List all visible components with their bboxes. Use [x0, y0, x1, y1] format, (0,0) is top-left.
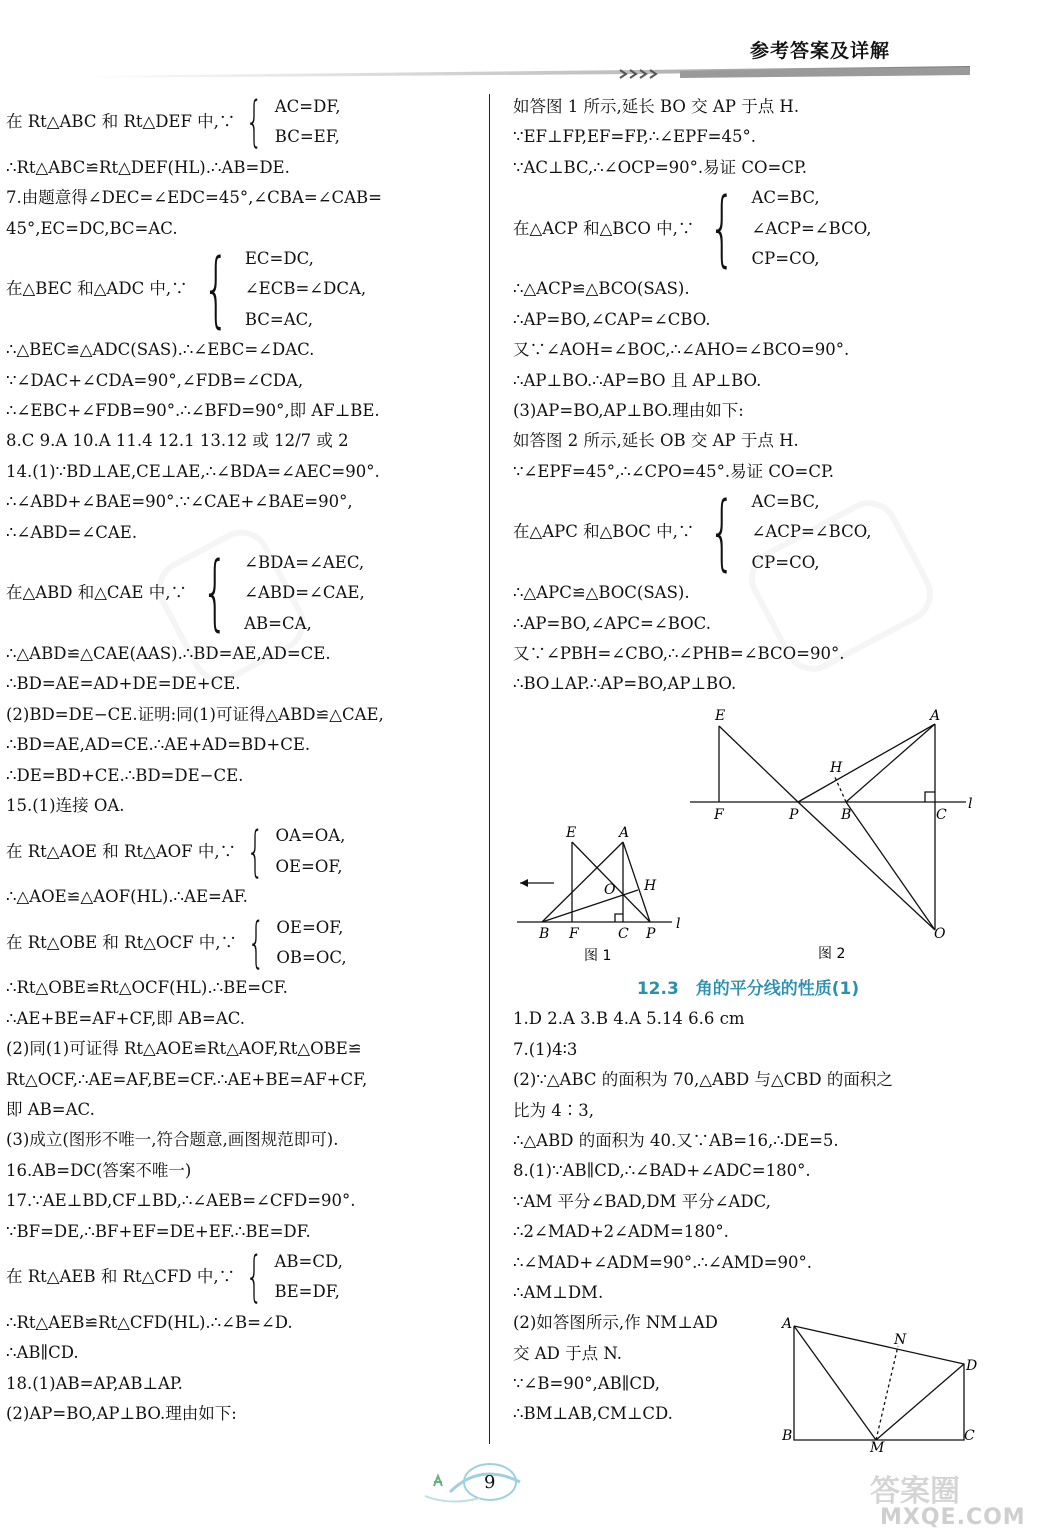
- equation-system: [513, 484, 983, 580]
- footer-ornament: [420, 1452, 540, 1512]
- text-line: ∴Rt△OBE≌Rt△OCF(HL).∴BE=CF.: [6, 978, 288, 998]
- text-line: 如答图 2 所示,延长 OB 交 AP 于点 H.: [513, 431, 799, 451]
- text-line: 45°,EC=DC,BC=AC.: [6, 218, 178, 238]
- fig1-label-F: F: [569, 926, 579, 942]
- fig2-label-C: C: [936, 807, 947, 823]
- text-line: ∴△ACP≌△BCO(SAS).: [513, 279, 690, 299]
- system-row: CP=CO,: [751, 248, 820, 268]
- system-row: ∠ECB=∠DCA,: [244, 279, 367, 299]
- text-line: ∴2∠MAD+2∠ADM=180°.: [513, 1222, 729, 1242]
- system-row: BC=EF,: [274, 127, 340, 147]
- fig1-label-B: B: [539, 926, 550, 942]
- system-row: OA=OA,: [275, 826, 346, 846]
- system-row: OB=OC,: [276, 948, 347, 967]
- text-line: ∴△AOE≌△AOF(HL).∴AE=AF.: [6, 887, 248, 907]
- fig3-label-D: D: [966, 1358, 978, 1374]
- text-line: ∴△BEC≌△ADC(SAS).∴∠EBC=∠DAC.: [6, 340, 315, 360]
- text-line: 8.C 9.A 10.A 11.4 12.1 13.12 或 12/7 或 2: [6, 431, 349, 451]
- system-row: AB=CD,: [274, 1251, 343, 1271]
- brace-glyph: {: [202, 545, 229, 641]
- equation-system: [6, 92, 476, 153]
- brace-glyph: {: [246, 819, 264, 883]
- system-lead: 在 Rt△AEB 和 Rt△CFD 中,∵: [6, 1267, 236, 1287]
- text-line: ∴AP⊥BO.∴AP=BO 且 AP⊥BO.: [513, 370, 762, 390]
- text-line: ∴△ABD 的面积为 40.又∵AB=16,∴DE=5.: [513, 1130, 839, 1150]
- fig2-label-E: E: [715, 708, 726, 724]
- equation-system: [6, 913, 476, 974]
- fig2-label-F: F: [714, 807, 724, 823]
- brace-glyph: {: [202, 241, 229, 337]
- fig2-label-H: H: [830, 760, 843, 776]
- system-lead: 在△BEC 和△ADC 中,∵: [6, 279, 188, 299]
- section-title: 12.3 角的平分线的性质(1): [636, 979, 860, 999]
- text-line: ∴∠EBC+∠FDB=90°.∴∠BFD=90°,即 AF⊥BE.: [6, 400, 380, 420]
- text-line: ∴Rt△AEB≌Rt△CFD(HL).∴∠B=∠D.: [6, 1312, 293, 1332]
- text-line: ∴∠MAD+∠ADM=90°.∴∠AMD=90°.: [513, 1252, 813, 1272]
- text-line: ∴∠ABD=∠CAE.: [6, 522, 138, 542]
- fig1-label-O: O: [604, 882, 616, 898]
- text-line: 18.(1)AB=AP,AB⊥AP.: [6, 1373, 183, 1393]
- text-line: 16.AB=DC(答案不唯一): [6, 1160, 192, 1180]
- text-line: ∴BO⊥AP.∴AP=BO,AP⊥BO.: [513, 674, 737, 694]
- text-line: 14.(1)∵BD⊥AE,CE⊥AE,∴∠BDA=∠AEC=90°.: [6, 461, 380, 481]
- right-column: [513, 92, 983, 700]
- figure-2: [688, 702, 988, 967]
- text-line: 如答图 1 所示,延长 BO 交 AP 于点 H.: [513, 97, 800, 116]
- system-row: ∠ACP=∠BCO,: [751, 522, 872, 542]
- system-row: BC=AC,: [244, 309, 313, 329]
- text-line: ∵AM 平分∠BAD,DM 平分∠ADC,: [513, 1191, 771, 1211]
- header-title: 参考答案及详解: [749, 40, 890, 62]
- text-line: 15.(1)连接 OA.: [6, 796, 125, 816]
- text-line: 17.∵AE⊥BD,CF⊥BD,∴∠AEB=∠CFD=90°.: [6, 1191, 356, 1211]
- text-line: 又∵∠PBH=∠CBO,∴∠PHB=∠BCO=90°.: [513, 644, 845, 664]
- text-line: 8.(1)∵AB∥CD,∴∠BAD+∠ADC=180°.: [513, 1161, 811, 1181]
- brace-glyph: {: [247, 911, 265, 974]
- fig1-label-P: P: [646, 926, 656, 942]
- fig3-label-A: A: [782, 1316, 793, 1332]
- text-line: (2)AP=BO,AP⊥BO.理由如下:: [6, 1403, 237, 1423]
- text-line: ∵∠EPF=45°,∴∠CPO=45°.易证 CO=CP.: [513, 461, 834, 481]
- fig2-caption: 图 2: [818, 946, 846, 962]
- system-lead: 在△ABD 和△CAE 中,∵: [6, 583, 187, 603]
- brace-glyph: {: [245, 90, 264, 154]
- text-line: ∵∠B=90°,AB∥CD,: [513, 1374, 660, 1394]
- system-lead: 在△ACP 和△BCO 中,∵: [513, 218, 695, 238]
- system-row: AC=BC,: [751, 188, 820, 208]
- system-row: EC=DC,: [244, 248, 314, 268]
- text-line: 7.由题意得∠DEC=∠EDC=45°,∠CBA=∠CAB=: [6, 188, 382, 208]
- system-row: OE=OF,: [275, 856, 343, 876]
- equation-system: [6, 1247, 476, 1308]
- text-line: ∴Rt△ABC≌Rt△DEF(HL).∴AB=DE.: [6, 157, 290, 177]
- text-line: ∴BD=AE=AD+DE=DE+CE.: [6, 674, 241, 694]
- text-line: (2)同(1)可证得 Rt△AOE≌Rt△AOF,Rt△OBE≌: [6, 1039, 362, 1059]
- system-lead: 在 Rt△AOE 和 Rt△AOF 中,∵: [6, 841, 237, 861]
- fig1-label-C: C: [618, 926, 629, 942]
- page-header: [0, 0, 1050, 90]
- text-line: ∵BF=DE,∴BF+EF=DE+EF.∴BE=DF.: [6, 1221, 311, 1241]
- fig1-label-l: l: [676, 916, 681, 932]
- right-column-top: [513, 92, 983, 700]
- watermark-logo: 答案圈: [870, 1474, 960, 1509]
- fig2-label-l: l: [968, 796, 973, 812]
- fig2-label-O: O: [934, 926, 946, 942]
- brace-glyph: {: [245, 1245, 263, 1309]
- equation-system: [513, 180, 983, 276]
- watermark-url: MXQE.COM: [880, 1505, 1026, 1530]
- fig2-label-A: A: [930, 708, 941, 724]
- equation-system: [6, 545, 476, 641]
- text-line: 比为 4∶3,: [513, 1100, 594, 1120]
- figure-1: [512, 820, 692, 970]
- fig2-label-B: B: [841, 807, 852, 823]
- text-line: 即 AB=AC.: [6, 1099, 95, 1119]
- column-divider: [489, 94, 490, 1444]
- brace-glyph: {: [709, 484, 736, 580]
- system-row: ∠BDA=∠AEC,: [244, 552, 365, 572]
- system-row: ∠ABD=∠CAE,: [244, 583, 365, 603]
- brace-glyph: {: [709, 180, 736, 276]
- equation-system: [6, 821, 476, 882]
- text-line: ∴DE=BD+CE.∴BD=DE−CE.: [6, 765, 244, 785]
- text-line: ∴∠ABD+∠BAE=90°.∵∠CAE+∠BAE=90°,: [6, 492, 353, 512]
- text-line: ∴△APC≌△BOC(SAS).: [513, 583, 690, 603]
- text-line: ∴AP=BO,∠CAP=∠CBO.: [513, 309, 711, 329]
- fig3-label-N: N: [894, 1332, 907, 1348]
- system-row: AC=BC,: [751, 492, 820, 512]
- text-line: ∴AM⊥DM.: [513, 1282, 604, 1302]
- text-line: (3)AP=BO,AP⊥BO.理由如下:: [513, 400, 744, 420]
- text-line: (3)成立(图形不唯一,符合题意,画图规范即可).: [6, 1130, 339, 1150]
- text-line: ∴BM⊥AB,CM⊥CD.: [513, 1404, 673, 1424]
- fig3-label-B: B: [782, 1428, 793, 1444]
- system-row: OE=OF,: [276, 917, 344, 937]
- text-line: Rt△OCF,∴AE=AF,BE=CF.∴AE+BE=AF+CF,: [6, 1069, 368, 1089]
- text-line: ∵AC⊥BC,∴∠OCP=90°.易证 CO=CP.: [513, 157, 808, 177]
- header-decor-bar: [80, 66, 970, 80]
- equation-system: [6, 241, 476, 337]
- page-number: 9: [484, 1472, 496, 1493]
- text-line: (2)BD=DE−CE.证明:同(1)可证得△ABD≌△CAE,: [6, 704, 384, 724]
- system-lead: 在 Rt△OBE 和 Rt△OCF 中,∵: [6, 932, 238, 952]
- text-line: 交 AD 于点 N.: [513, 1343, 623, 1363]
- text-line: (2)如答图所示,作 NM⊥AD: [513, 1313, 718, 1333]
- fig3-label-C: C: [964, 1428, 975, 1444]
- text-line: ∴AE+BE=AF+CF,即 AB=AC.: [6, 1008, 246, 1028]
- system-row: AC=DF,: [274, 97, 341, 116]
- fig1-label-E: E: [566, 825, 577, 841]
- text-line: ∴AB∥CD.: [6, 1343, 79, 1363]
- text-line: ∴BD=AE,AD=CE.∴AE+AD=BD+CE.: [6, 735, 311, 755]
- system-row: BE=DF,: [274, 1282, 340, 1302]
- figure-3: [778, 1314, 983, 1454]
- fig1-label-A: A: [619, 825, 630, 841]
- text-line: ∵∠DAC+∠CDA=90°,∠FDB=∠CDA,: [6, 370, 304, 390]
- system-row: AB=CA,: [244, 613, 312, 633]
- text-line: (2)∵△ABC 的面积为 70,△ABD 与△CBD 的面积之: [513, 1070, 893, 1090]
- left-column: [6, 92, 476, 1429]
- fig2-label-P: P: [789, 807, 799, 823]
- fig1-label-H: H: [644, 878, 657, 894]
- system-row: CP=CO,: [751, 552, 820, 572]
- text-line: 1.D 2.A 3.B 4.A 5.14 6.6 cm: [513, 1009, 745, 1029]
- text-line: 又∵∠AOH=∠BOC,∴∠AHO=∠BCO=90°.: [513, 340, 850, 360]
- text-line: ∴AP=BO,∠APC=∠BOC.: [513, 613, 711, 633]
- system-lead: 在 Rt△ABC 和 Rt△DEF 中,∵: [6, 112, 236, 132]
- system-lead: 在△APC 和△BOC 中,∵: [513, 522, 695, 542]
- fig1-caption: 图 1: [584, 948, 612, 964]
- text-line: ∵EF⊥FP,EF=FP,∴∠EPF=45°.: [513, 127, 756, 147]
- text-line: 7.(1)4∶3: [513, 1039, 578, 1059]
- system-row: ∠ACP=∠BCO,: [751, 218, 872, 238]
- text-line: ∴△ABD≌△CAE(AAS).∴BD=AE,AD=CE.: [6, 644, 331, 664]
- fig3-label-M: M: [870, 1440, 885, 1454]
